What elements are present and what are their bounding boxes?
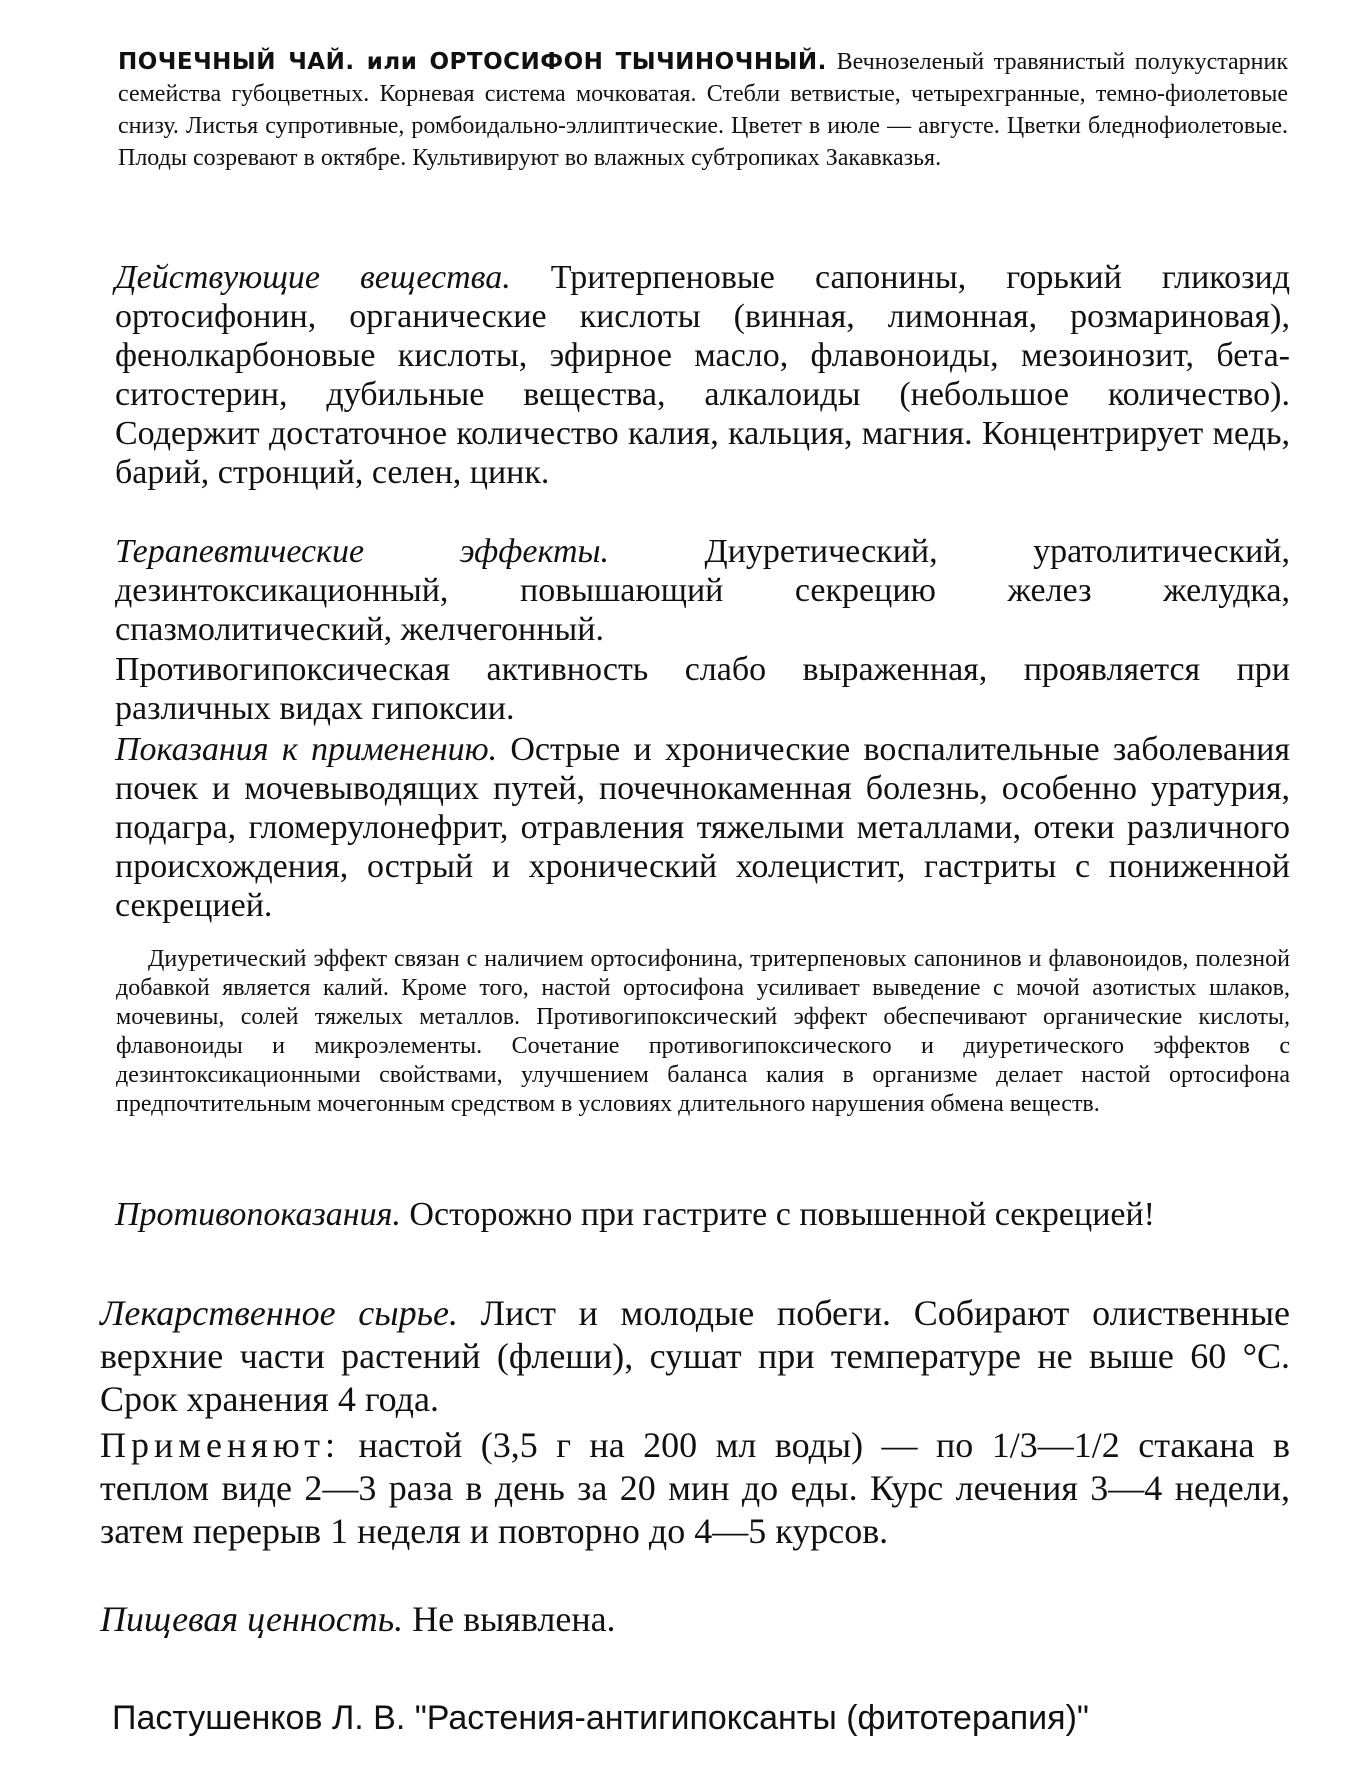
- source-credit: Пастушенков Л. В. "Растения-антигипоксанты (фитотерапия)": [112, 1699, 1089, 1737]
- entry-description: Вечнозеленый травянистый полукустарник семейства губоцветных. Корневая система мочковатая. Стебли ветвистые, четырехгранные, темно-фиолетовые снизу. Листья супротивные, ромбоидально-эллиптические. Цветет в июле — августе. Цветки бледнофиолетовые. Плоды созревают в октябре. Культивируют во влажных субтропиках Закавказья.: [118, 49, 1288, 171]
- section-food-text: Не выявлена.: [412, 1599, 616, 1639]
- section-contra-heading: Противопоказания.: [115, 1196, 401, 1233]
- section-effects-heading: Терапевтические эффекты.: [115, 533, 610, 570]
- section-note: [116, 945, 1290, 1119]
- section-food-heading: Пищевая ценность.: [100, 1599, 404, 1639]
- section-indications-heading: Показания к применению.: [115, 731, 498, 768]
- section-active-heading: Действующие вещества.: [115, 259, 511, 296]
- section-note-text: Диуретический эффект связан с наличием ортосифонина, тритерпеновых сапонинов и флавоноидов, полезной добавкой является калий. Кроме того, настой ортосифона усиливает выведение с мочой азотистых шлаков, мочевины, солей тяжелых металлов. Противогипоксический эффект обеспечивают органические кислоты, флавоноиды и микроэлементы. Сочетание противогипоксического и диуретического эффектов с дезинтоксикационными свойствами, улучшением баланса калия в организме делает настой ортосифона предпочтительным мочегонным средством в условиях длительного нарушения обмена веществ.: [116, 946, 1290, 1117]
- section-effects: [115, 532, 1290, 649]
- entry-title: ПОЧЕЧНЫЙ ЧАЙ. или ОРТОСИФОН ТЫЧИНОЧНЫЙ.: [118, 49, 827, 75]
- section-effects-text: Диуретический, уратолитический, дезинтоксикационный, повышающий секрецию желез желудка, спазмолитический, желчегонный.: [115, 533, 1291, 648]
- entry-intro: [118, 46, 1288, 174]
- section-raw-material: [100, 1292, 1290, 1421]
- section-antihypoxic-text: Противогипоксическая активность слабо выраженная, проявляется при различных видах гипоксии.: [115, 651, 1290, 727]
- section-raw-material-text: Лист и молодые побеги. Собирают олиственные верхние части растений (флеши), сушат при температуре не выше 60 °C. Срок хранения 4 года.: [100, 1293, 1290, 1419]
- section-indications: [115, 730, 1290, 925]
- section-usage-heading: Применяют:: [100, 1425, 341, 1465]
- section-usage-text: настой (3,5 г на 200 мл воды) — по 1/3—1/2 стакана в теплом виде 2—3 раза в день за 20 мин до еды. Курс лечения 3—4 недели, затем перерыв 1 неделя и повторно до 4—5 курсов.: [100, 1425, 1291, 1551]
- section-active-text: Тритерпеновые сапонины, горький гликозид ортосифонин, органические кислоты (винная, лимонная, розмариновая), фенолкарбоновые кислоты, эфирное масло, флавоноиды, мезоинозит, бета-ситостерин, дубильные вещества, алкалоиды (небольшое количество). Содержит достаточное количество калия, кальция, магния. Концентрирует медь, барий, стронций, селен, цинк.: [115, 259, 1290, 491]
- section-indications-text: Острые и хронические воспалительные заболевания почек и мочевыводящих путей, почечнокаменная болезнь, особенно уратурия, подагра, гломерулонефрит, отравления тяжелыми металлами, отеки различного происхождения, острый и хронический холецистит, гастриты с пониженной секрецией.: [115, 731, 1290, 924]
- section-antihypoxic: [115, 650, 1290, 728]
- section-food: [100, 1598, 1290, 1641]
- section-contra: [115, 1195, 1290, 1234]
- section-raw-material-heading: Лекарственное сырье.: [100, 1293, 458, 1333]
- section-contra-text: Осторожно при гастрите с повышенной секрецией!: [409, 1196, 1155, 1233]
- section-usage: [100, 1424, 1290, 1553]
- section-active: [115, 258, 1290, 492]
